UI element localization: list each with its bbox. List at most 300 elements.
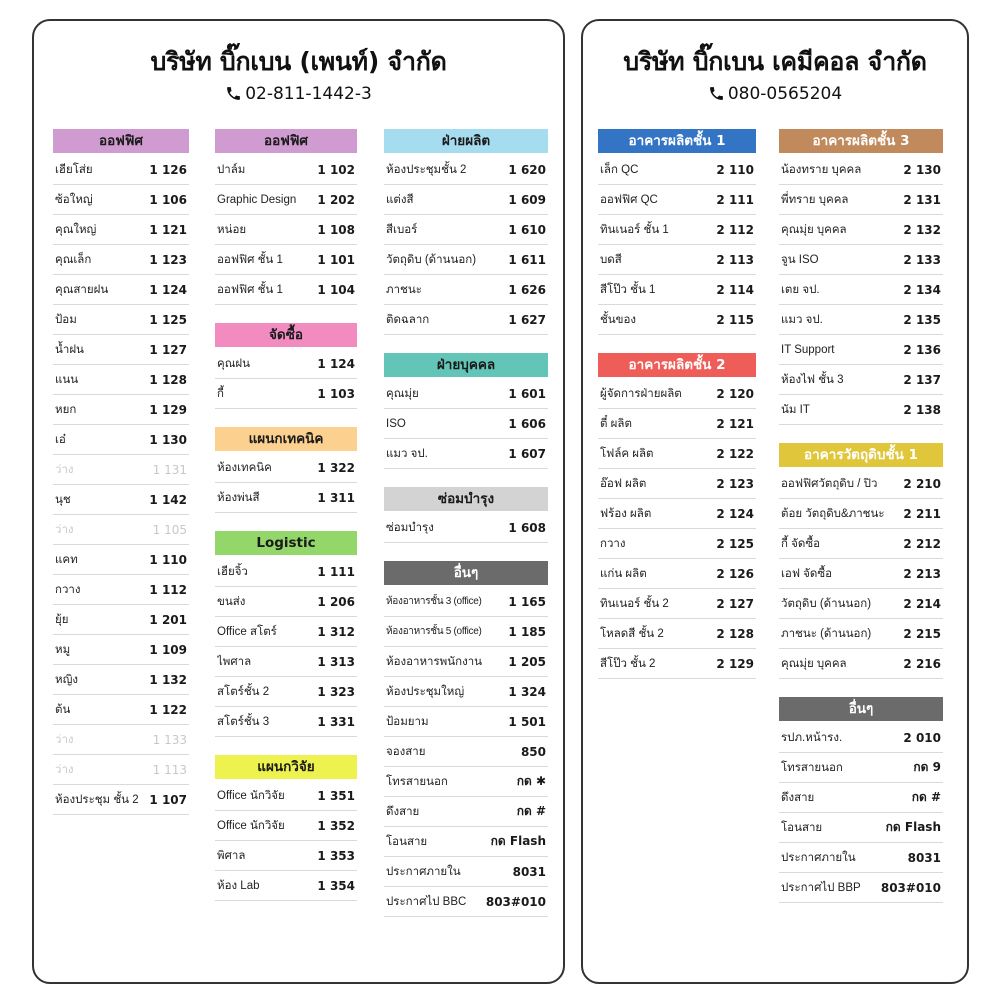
- extension-number: 1 201: [149, 612, 187, 627]
- contact-name: ผู้จัดการฝ่ายผลิต: [600, 387, 682, 400]
- extension-number: 2 131: [903, 192, 941, 207]
- directory-section: [384, 353, 548, 469]
- contact-name: ทินเนอร์ ชั้น 1: [600, 223, 669, 236]
- contact-name: โอนสาย: [781, 821, 823, 834]
- contact-name: ภาชนะ: [386, 283, 422, 296]
- directory-row: [53, 725, 189, 755]
- contact-name: ห้องประชุมใหญ่: [386, 685, 465, 698]
- extension-number: 1 185: [508, 624, 546, 639]
- phone-icon: [708, 85, 725, 108]
- contact-name: ทินเนอร์ ชั้น 2: [600, 597, 669, 610]
- extension-number: 2 112: [716, 222, 754, 237]
- directory-row: [215, 871, 357, 901]
- section-header: อาคารวัตถุดิบชั้น 1: [779, 443, 943, 467]
- contact-name: เอ๋: [55, 433, 66, 446]
- directory-row: [53, 515, 189, 545]
- contact-name: นุช: [55, 493, 71, 506]
- contact-name: อ๊อฟ ผลิต: [600, 477, 647, 490]
- directory-row: [779, 529, 943, 559]
- directory-row: [53, 605, 189, 635]
- directory-row: [598, 439, 756, 469]
- contact-name: คุณฝน: [217, 357, 250, 370]
- directory-section: [384, 561, 548, 917]
- directory-row: [384, 647, 548, 677]
- directory-row: [53, 215, 189, 245]
- directory-section: [779, 697, 943, 903]
- contact-name: เล็ก QC: [600, 163, 639, 176]
- directory-row: [598, 559, 756, 589]
- contact-name: ออฟฟิศวัตถุดิบ / ปิว: [781, 477, 878, 490]
- company-card-paint: [32, 19, 565, 984]
- directory-row: [779, 723, 943, 753]
- section-header: ซ่อมบำรุง: [384, 487, 548, 511]
- contact-name: แต่งสี: [386, 193, 414, 206]
- extension-number: 1 606: [508, 416, 546, 431]
- directory-row: [598, 379, 756, 409]
- section-header: ออฟฟิศ: [215, 129, 357, 153]
- extension-number: 1 331: [317, 714, 355, 729]
- contact-name: ว่าง: [55, 523, 74, 536]
- contact-name: ประกาศภายใน: [781, 851, 856, 864]
- directory-column: [779, 129, 943, 921]
- directory-row: [384, 305, 548, 335]
- extension-number: 1 142: [149, 492, 187, 507]
- directory-row: [779, 843, 943, 873]
- directory-row: [215, 349, 357, 379]
- directory-row: [779, 365, 943, 395]
- extension-number: กด Flash: [490, 834, 546, 848]
- extension-number: 2 125: [716, 536, 754, 551]
- contact-name: หยก: [55, 403, 77, 416]
- directory-section: [598, 353, 756, 679]
- extension-number: 1 102: [317, 162, 355, 177]
- directory-row: [598, 409, 756, 439]
- extension-number: 2 122: [716, 446, 754, 461]
- contact-name: แมว จป.: [781, 313, 823, 326]
- contact-name: ภาชนะ (ด้านนอก): [781, 627, 872, 640]
- contact-name: บดสี: [600, 253, 622, 266]
- extension-number: 2 216: [903, 656, 941, 671]
- section-header: อาคารผลิตชั้น 1: [598, 129, 756, 153]
- contact-name: จูน ISO: [781, 253, 819, 266]
- extension-number: 1 354: [317, 878, 355, 893]
- extension-number: 1 133: [152, 732, 187, 747]
- extension-number: 2 214: [903, 596, 941, 611]
- extension-number: 1 104: [317, 282, 355, 297]
- section-header: แผนกวิจัย: [215, 755, 357, 779]
- directory-section: [598, 129, 756, 335]
- extension-number: 2 212: [903, 536, 941, 551]
- extension-number: 1 311: [317, 490, 355, 505]
- directory-column: [384, 129, 548, 935]
- contact-name: ชั้นของ: [600, 313, 637, 326]
- directory-row: [779, 185, 943, 215]
- directory-row: [598, 469, 756, 499]
- directory-section: [215, 531, 357, 737]
- contact-name: Office นักวิจัย: [217, 819, 285, 832]
- extension-number: 1 126: [149, 162, 187, 177]
- extension-number: 1 131: [152, 462, 187, 477]
- extension-number: 1 313: [317, 654, 355, 669]
- directory-row: [779, 305, 943, 335]
- directory-row: [384, 155, 548, 185]
- card-header: [583, 45, 967, 108]
- contact-name: ดึงสาย: [781, 791, 815, 804]
- contact-name: กวาง: [55, 583, 81, 596]
- contact-name: คุณมุ่ย: [386, 387, 419, 400]
- contact-name: ห้องไฟ ชั้น 3: [781, 373, 844, 386]
- contact-name: โหลดสี ชั้น 2: [600, 627, 664, 640]
- contact-name: ห้อง Lab: [217, 879, 260, 892]
- extension-number: 2 114: [716, 282, 754, 297]
- extension-number: 1 124: [317, 356, 355, 371]
- directory-row: [779, 783, 943, 813]
- directory-row: [53, 395, 189, 425]
- directory-row: [53, 185, 189, 215]
- contact-name: ซ้อใหญ่: [55, 193, 93, 206]
- company-card-chemical: [581, 19, 969, 984]
- contact-name: โทรสายนอก: [781, 761, 843, 774]
- contact-name: IT Support: [781, 343, 835, 356]
- contact-name: ห้องพ่นสี: [217, 491, 260, 504]
- directory-row: [598, 619, 756, 649]
- directory-row: [779, 499, 943, 529]
- extension-number: 2 136: [903, 342, 941, 357]
- extension-number: 1 206: [317, 594, 355, 609]
- directory-row: [53, 365, 189, 395]
- extension-number: 1 112: [149, 582, 187, 597]
- extension-number: 1 626: [508, 282, 546, 297]
- extension-number: 2 132: [903, 222, 941, 237]
- directory-row: [598, 589, 756, 619]
- section-header: อาคารผลิตชั้น 2: [598, 353, 756, 377]
- contact-name: โทรสายนอก: [386, 775, 448, 788]
- directory-row: [384, 797, 548, 827]
- contact-name: จองสาย: [386, 745, 426, 758]
- contact-name: ต้อย วัตถุดิบ&ภาชนะ: [781, 507, 885, 520]
- contact-name: ออฟฟิศ ชั้น 1: [217, 253, 283, 266]
- contact-name: เฮียจิ้ว: [217, 565, 248, 578]
- directory-row: [215, 483, 357, 513]
- section-header: ฝ่ายผลิต: [384, 129, 548, 153]
- extension-number: 8031: [907, 850, 941, 865]
- contact-name: แก่น ผลิต: [600, 567, 647, 580]
- extension-number: 2 120: [716, 386, 754, 401]
- contact-name: วัตถุดิบ (ด้านนอก): [386, 253, 477, 266]
- extension-number: 2 133: [903, 252, 941, 267]
- directory-row: [215, 185, 357, 215]
- contact-name: น้องทราย บุคคล: [781, 163, 862, 176]
- section-header: อาคารผลิตชั้น 3: [779, 129, 943, 153]
- contact-name: ประกาศไป BBC: [386, 895, 467, 908]
- extension-number: 1 132: [149, 672, 187, 687]
- extension-number: 2 211: [903, 506, 941, 521]
- section-header: แผนกเทคนิค: [215, 427, 357, 451]
- contact-name: ว่าง: [55, 733, 74, 746]
- contact-name: เตย จป.: [781, 283, 820, 296]
- directory-row: [384, 379, 548, 409]
- contact-name: สีโป๊ว ชั้น 2: [600, 657, 656, 670]
- directory-column: [53, 129, 189, 833]
- contact-name: ประกาศไป BBP: [781, 881, 861, 894]
- contact-name: คุณใหญ่: [55, 223, 97, 236]
- contact-name: ห้องอาหารชั้น 5 (office): [386, 626, 482, 637]
- extension-number: กด 9: [913, 760, 941, 774]
- extension-number: 1 610: [508, 222, 546, 237]
- extension-number: 850: [520, 744, 546, 759]
- directory-row: [598, 305, 756, 335]
- contact-name: นัม IT: [781, 403, 810, 416]
- directory-row: [53, 305, 189, 335]
- directory-row: [53, 425, 189, 455]
- directory-row: [598, 215, 756, 245]
- extension-number: 1 324: [508, 684, 546, 699]
- directory-row: [779, 155, 943, 185]
- contact-name: วัตถุดิบ (ด้านนอก): [781, 597, 872, 610]
- extension-number: 1 111: [317, 564, 355, 579]
- directory-row: [384, 767, 548, 797]
- extension-number: 1 108: [317, 222, 355, 237]
- directory-row: [215, 453, 357, 483]
- extension-number: 1 123: [149, 252, 187, 267]
- directory-row: [384, 275, 548, 305]
- contact-name: ห้องประชุมชั้น 2: [386, 163, 467, 176]
- directory-row: [779, 589, 943, 619]
- extension-number: 2 213: [903, 566, 941, 581]
- contact-name: คุณสายฝน: [55, 283, 109, 296]
- directory-row: [53, 695, 189, 725]
- directory-row: [779, 469, 943, 499]
- extension-number: 8031: [512, 864, 546, 879]
- extension-number: 1 130: [149, 432, 187, 447]
- extension-number: 1 501: [508, 714, 546, 729]
- extension-number: 2 210: [903, 476, 941, 491]
- directory-row: [215, 587, 357, 617]
- contact-name: พี่ทราย บุคคล: [781, 193, 849, 206]
- card-header: [34, 45, 563, 108]
- extension-number: 2 124: [716, 506, 754, 521]
- directory-row: [53, 575, 189, 605]
- contact-name: สโตร์ชั้น 3: [217, 715, 270, 728]
- contact-name: ไพศาล: [217, 655, 252, 668]
- contact-name: แคท: [55, 553, 78, 566]
- contact-name: แมว จป.: [386, 447, 428, 460]
- contact-name: ติดฉลาก: [386, 313, 430, 326]
- extension-number: 2 126: [716, 566, 754, 581]
- company-name: บริษัท บิ๊กเบน เคมีคอล จำกัด: [623, 47, 927, 76]
- directory-section: [384, 129, 548, 335]
- extension-number: 1 620: [508, 162, 546, 177]
- extension-number: 2 123: [716, 476, 754, 491]
- directory-row: [53, 275, 189, 305]
- directory-row: [215, 215, 357, 245]
- extension-number: 1 127: [149, 342, 187, 357]
- directory-row: [215, 841, 357, 871]
- directory-row: [53, 455, 189, 485]
- extension-number: 1 165: [508, 594, 546, 609]
- section-header: ออฟฟิศ: [53, 129, 189, 153]
- contact-name: เอฟ จัดซื้อ: [781, 567, 833, 580]
- contact-name: หน่อย: [217, 223, 247, 236]
- directory-row: [53, 155, 189, 185]
- extension-number: 1 601: [508, 386, 546, 401]
- directory-column: [598, 129, 756, 697]
- contact-name: แนน: [55, 373, 79, 386]
- contact-name: Office สโตร์: [217, 625, 277, 638]
- contact-name: ดึงสาย: [386, 805, 420, 818]
- contact-name: สโตร์ชั้น 2: [217, 685, 270, 698]
- directory-row: [215, 781, 357, 811]
- contact-name: สีโป๊ว ชั้น 1: [600, 283, 656, 296]
- directory-row: [384, 827, 548, 857]
- directory-row: [53, 665, 189, 695]
- extension-number: 2 115: [716, 312, 754, 327]
- directory-row: [384, 617, 548, 647]
- phone-icon: [225, 85, 242, 108]
- contact-name: ป้อมยาม: [386, 715, 429, 728]
- directory-row: [598, 529, 756, 559]
- contact-name: ซ่อมบำรุง: [386, 521, 434, 534]
- extension-number: 2 130: [903, 162, 941, 177]
- extension-number: 1 110: [149, 552, 187, 567]
- extension-number: 2 113: [716, 252, 754, 267]
- contact-name: ต้น: [55, 703, 71, 716]
- contact-name: ขนส่ง: [217, 595, 246, 608]
- contact-name: ว่าง: [55, 763, 74, 776]
- contact-name: โฟล์ค ผลิต: [600, 447, 654, 460]
- extension-number: 1 129: [149, 402, 187, 417]
- directory-row: [53, 635, 189, 665]
- directory-row: [598, 155, 756, 185]
- directory-section: [215, 129, 357, 305]
- directory-section: [779, 129, 943, 425]
- directory-row: [215, 707, 357, 737]
- directory-row: [215, 245, 357, 275]
- contact-name: หมู: [55, 643, 71, 656]
- directory-row: [779, 215, 943, 245]
- contact-name: ห้องอาหารชั้น 3 (office): [386, 596, 482, 607]
- contact-name: สีเบอร์: [386, 223, 418, 236]
- directory-row: [384, 439, 548, 469]
- extension-number: 2 137: [903, 372, 941, 387]
- contact-name: เฮียโส่ย: [55, 163, 93, 176]
- extension-number: 1 124: [149, 282, 187, 297]
- directory-row: [384, 215, 548, 245]
- contact-name: Office นักวิจัย: [217, 789, 285, 802]
- contact-name: ว่าง: [55, 463, 74, 476]
- directory-row: [215, 677, 357, 707]
- extension-number: 2 135: [903, 312, 941, 327]
- extension-number: 1 125: [149, 312, 187, 327]
- contact-name: ประกาศภายใน: [386, 865, 461, 878]
- directory-row: [779, 335, 943, 365]
- contact-name: ตี๋ ผลิต: [600, 417, 632, 430]
- directory-row: [598, 649, 756, 679]
- extension-number: 1 121: [149, 222, 187, 237]
- directory-section: [779, 443, 943, 679]
- extension-number: 1 101: [317, 252, 355, 267]
- directory-row: [598, 499, 756, 529]
- extension-number: 1 128: [149, 372, 187, 387]
- directory-row: [215, 379, 357, 409]
- extension-number: 1 627: [508, 312, 546, 327]
- directory-row: [384, 707, 548, 737]
- contact-name: Graphic Design: [217, 193, 297, 206]
- contact-name: ห้องเทคนิค: [217, 461, 272, 474]
- company-phone-line: [583, 83, 967, 108]
- contact-name: ป้อม: [55, 313, 77, 326]
- directory-section: [215, 427, 357, 513]
- contact-name: คุณเล็ก: [55, 253, 92, 266]
- directory-row: [215, 557, 357, 587]
- extension-number: 1 205: [508, 654, 546, 669]
- directory-row: [215, 617, 357, 647]
- extension-number: 803#010: [880, 880, 941, 895]
- directory-row: [384, 245, 548, 275]
- extension-number: 1 611: [508, 252, 546, 267]
- directory-section: [53, 129, 189, 815]
- section-header: อื่นๆ: [779, 697, 943, 721]
- section-header: Logistic: [215, 531, 357, 555]
- contact-name: คุณมุ่ย บุคคล: [781, 657, 847, 670]
- directory-row: [779, 753, 943, 783]
- extension-number: 2 111: [716, 192, 754, 207]
- extension-number: 1 608: [508, 520, 546, 535]
- directory-row: [598, 275, 756, 305]
- directory-row: [779, 275, 943, 305]
- contact-name: คุณมุ่ย บุคคล: [781, 223, 847, 236]
- contact-name: ห้องประชุม ชั้น 2: [55, 793, 139, 806]
- extension-number: 1 323: [317, 684, 355, 699]
- directory-row: [779, 873, 943, 903]
- contact-name: กวาง: [600, 537, 626, 550]
- extension-number: 2 127: [716, 596, 754, 611]
- directory-row: [384, 513, 548, 543]
- contact-name: น้ำฝน: [55, 343, 84, 356]
- extension-number: 1 351: [317, 788, 355, 803]
- extension-number: 1 106: [149, 192, 187, 207]
- extension-number: กด #: [911, 790, 941, 804]
- directory-row: [53, 755, 189, 785]
- contact-name: ยุ้ย: [55, 613, 69, 626]
- directory-row: [53, 545, 189, 575]
- extension-number: 2 129: [716, 656, 754, 671]
- extension-number: 1 202: [317, 192, 355, 207]
- section-header: จัดซื้อ: [215, 323, 357, 347]
- extension-number: 1 353: [317, 848, 355, 863]
- contact-name: รปภ.หน้ารง.: [781, 731, 843, 744]
- directory-row: [215, 811, 357, 841]
- directory-row: [779, 559, 943, 589]
- directory-row: [779, 395, 943, 425]
- extension-number: 2 215: [903, 626, 941, 641]
- contact-name: หญิง: [55, 673, 78, 686]
- contact-name: ISO: [386, 417, 406, 430]
- directory-row: [779, 649, 943, 679]
- extension-number: 1 109: [149, 642, 187, 657]
- directory-row: [384, 185, 548, 215]
- extension-number: 803#010: [485, 894, 546, 909]
- directory-row: [384, 587, 548, 617]
- directory-row: [779, 813, 943, 843]
- section-header: ฝ่ายบุคคล: [384, 353, 548, 377]
- extension-number: 2 010: [903, 730, 941, 745]
- directory-row: [384, 887, 548, 917]
- contact-name: ออฟฟิศ QC: [600, 193, 658, 206]
- contact-name: ห้องอาหารพนักงาน: [386, 655, 483, 668]
- directory-row: [598, 245, 756, 275]
- company-phone: 080-0565204: [727, 84, 843, 104]
